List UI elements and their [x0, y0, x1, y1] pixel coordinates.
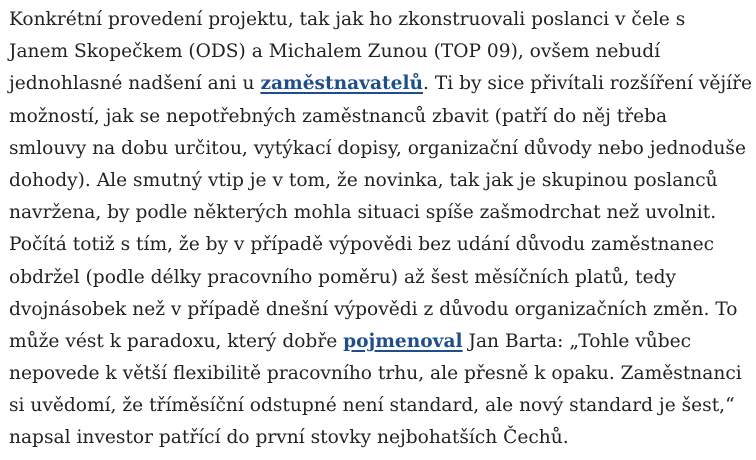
link-zamestnavatelu[interactable]: zaměstnavatelů: [260, 73, 424, 95]
line-text-after-link: . Ti by sice přivítali rozšíření vějíře: [423, 73, 752, 95]
paragraph-line: možností, jak se nepotřebných zaměstnanců zbavit (patří do něj třeba: [9, 105, 668, 127]
paragraph-line: dvojnásobek než v případě dnešní výpovědi z důvodu organizačních změn. To: [9, 298, 738, 320]
paragraph-line: nepovede k větší flexibilitě pracovního trhu, ale přesně k opaku. Zaměstnanci: [9, 363, 742, 385]
paragraph-line: si uvědomí, že tříměsíční odstupné není standard, ale nový standard je šest,“: [9, 395, 735, 417]
paragraph-line: obdržel (podle délky pracovního poměru) až šest měsíčních platů, tedy: [9, 266, 677, 288]
link-pojmenoval[interactable]: pojmenoval: [343, 330, 463, 352]
line-text-before-link: může vést k paradoxu, který dobře: [9, 330, 344, 352]
line-text-after-link: Jan Barta: „Tohle vůbec: [462, 330, 692, 352]
paragraph-line: Konkrétní provedení projektu, tak jak ho zkonstruovali poslanci v čele s: [9, 9, 686, 30]
paragraph-line: smlouvy na dobu určitou, vytýkací dopisy, organizační důvody nebo jednoduše: [9, 137, 746, 159]
paragraph-line: Počítá totiž s tím, že by v případě výpovědi bez udání důvodu zaměstnanec: [9, 234, 715, 256]
paragraph-line-with-link: [9, 68, 756, 100]
paragraph-line-with-link: [9, 326, 756, 358]
paragraph-line: napsal investor patřící do první stovky nejbohatších Čechů.: [9, 427, 569, 449]
paragraph-line: navržena, by podle některých mohla situaci spíše zašmodrchat než uvolnit.: [9, 202, 717, 224]
line-text-before-link: jednohlasné nadšení ani u: [9, 73, 261, 95]
paragraph-line: Janem Skopečkem (ODS) a Michalem Zunou (TOP 09), ovšem nebudí: [9, 41, 661, 63]
paragraph-line: dohody). Ale smutný vtip je v tom, že novinka, tak jak je skupinou poslanců: [9, 169, 718, 191]
